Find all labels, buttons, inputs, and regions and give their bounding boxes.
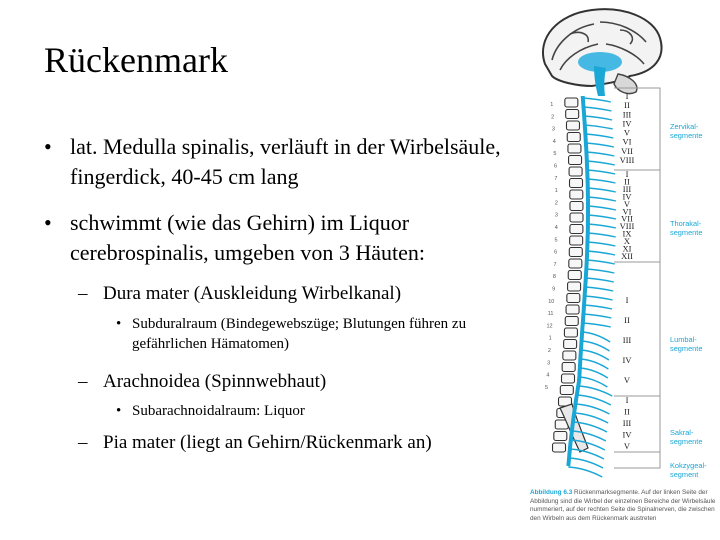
vertebra-number: 2	[554, 200, 558, 207]
vertebral-column	[553, 98, 588, 452]
spinal-nerve	[575, 404, 609, 414]
segment-label-lumbar: Lumbal- segmente	[670, 335, 703, 353]
sub-item-pia	[78, 431, 432, 455]
vertebra	[564, 340, 577, 349]
bullet-dot: •	[116, 403, 122, 419]
vertebra	[568, 144, 581, 153]
segment-numeral: III	[622, 183, 632, 194]
spinal-nerve	[582, 341, 610, 351]
bullet-liquor	[44, 208, 544, 268]
vertebra	[570, 225, 583, 234]
vertebra-number: 3	[554, 212, 558, 219]
vertebra-number: 5	[545, 384, 549, 391]
vertebra-numbers	[545, 102, 558, 391]
sub-item-arachnoidea	[78, 370, 326, 394]
vertebra-number: 7	[554, 175, 558, 182]
vertebra-number: 7	[553, 261, 557, 268]
spinal-nerve	[588, 233, 616, 237]
bullet-dot: •	[116, 316, 122, 332]
segment-numeral: XII	[621, 251, 633, 261]
vertebra	[570, 236, 583, 245]
vertebra	[569, 156, 582, 165]
vertebra-number: 4	[546, 372, 550, 379]
spinal-nerve	[587, 161, 615, 165]
spinal-nerve	[588, 179, 616, 183]
segment-numeral: IV	[622, 191, 632, 202]
vertebra	[562, 363, 575, 372]
sub-sub-item-subarachnoidal	[116, 401, 536, 421]
bullet-dot: •	[44, 210, 52, 235]
segment-numeral: V	[623, 375, 631, 385]
spinal-nerve	[570, 449, 604, 459]
vertebra	[565, 98, 578, 107]
spinal-nerve	[581, 350, 609, 360]
vertebra-number: 2	[547, 348, 551, 354]
vertebra-number: 3	[547, 360, 551, 367]
segment-numeral: IX	[622, 228, 632, 239]
vertebra	[567, 133, 580, 142]
sub-item-dura	[78, 282, 401, 306]
spinal-nerve	[580, 359, 608, 369]
segment-numeral: IV	[622, 429, 632, 440]
segment-numeral: X	[623, 236, 631, 247]
vertebra	[560, 386, 573, 395]
spinal-nerve	[588, 188, 616, 192]
bullet-dot: •	[44, 134, 52, 159]
segment-numeral: V	[623, 127, 631, 138]
spinal-nerve	[585, 125, 613, 129]
vertebra-number: 3	[551, 126, 555, 133]
spinal-nerve	[583, 107, 611, 111]
vertebra	[569, 259, 582, 268]
sub-sub-item-text: Subduralraum (Bindegewebszüge; Blutungen führen zu gefährlichen Hämatomen)	[132, 316, 467, 352]
segment-numeral: VII	[621, 145, 633, 156]
vertebra	[569, 167, 582, 176]
spinal-nerve	[588, 197, 616, 201]
segment-numeral: I	[625, 295, 629, 305]
vertebra-number: 4	[552, 138, 556, 145]
segment-numeral: II	[624, 406, 630, 417]
spinal-nerve	[580, 368, 608, 378]
vertebra	[553, 443, 566, 452]
spinal-nerve	[588, 206, 616, 210]
vertebra	[562, 374, 575, 383]
spinal-nerve	[583, 314, 611, 318]
vertebra	[568, 282, 581, 291]
sub-sub-item-subdural	[116, 314, 536, 354]
segment-numeral: VI	[622, 206, 632, 217]
spinal-nerve	[586, 278, 614, 282]
vertebra	[564, 328, 577, 337]
bullet-text: lat. Medulla spinalis, verläuft in der Wirbelsäule, fingerdick, 40-45 cm lang	[70, 134, 501, 189]
segment-label-sacral: Sakral- segmente	[670, 428, 703, 446]
spinal-nerve	[584, 305, 612, 309]
segment-numeral: I	[625, 169, 629, 179]
segment-numeral: VIII	[619, 155, 635, 165]
vertebra	[565, 317, 578, 326]
spinal-nerve	[568, 467, 602, 477]
vertebra-number: 5	[554, 237, 558, 244]
sub-item-text: Dura mater (Auskleidung Wirbelkanal)	[103, 283, 402, 304]
vertebra	[570, 190, 583, 199]
dash: –	[78, 432, 88, 453]
vertebra	[570, 213, 583, 222]
caption-label: Abbildung 6.3	[530, 489, 573, 496]
spinal-nerve	[588, 224, 616, 228]
vertebra-number: 5	[553, 151, 557, 158]
segment-numeral: III	[622, 418, 632, 428]
slide-title: Rückenmark	[44, 40, 228, 80]
spinal-nerve	[587, 251, 615, 255]
vertebra-number: 6	[554, 249, 558, 256]
spinal-nerve	[587, 242, 615, 246]
segment-numeral: IV	[622, 118, 632, 129]
segment-numeral: V	[623, 198, 631, 209]
figure-caption	[530, 489, 718, 523]
sub-item-text: Pia mater (liegt an Gehirn/Rückenmark an)	[103, 432, 432, 453]
vertebra-number: 10	[548, 298, 555, 305]
spinal-nerve	[586, 143, 614, 147]
spinal-cord-figure	[528, 0, 720, 540]
segment-numeral: III	[622, 109, 632, 120]
vertebra-number: 12	[546, 323, 553, 330]
spinal-nerve	[578, 386, 612, 396]
spinal-nerve	[585, 287, 613, 291]
sub-item-text: Arachnoidea (Spinnwebhaut)	[103, 371, 327, 392]
vertebra	[554, 432, 567, 441]
spinal-nerve	[586, 152, 614, 156]
vertebra-number: 11	[547, 311, 554, 318]
spinal-nerve	[585, 296, 613, 300]
spinal-nerve	[586, 269, 614, 273]
spinal-nerve	[583, 323, 611, 327]
spinal-nerve	[583, 98, 611, 102]
bullet-medulla	[44, 132, 544, 192]
spinal-nerve	[587, 260, 615, 264]
vertebra	[570, 202, 583, 211]
vertebra	[569, 248, 582, 257]
spinal-nerve	[582, 332, 610, 342]
vertebra	[566, 121, 579, 130]
vertebra	[566, 110, 579, 119]
segment-label-cervical: Zervikal- segmente	[670, 122, 703, 140]
vertebra	[568, 271, 581, 280]
spinal-nerve	[588, 215, 616, 219]
segment-numeral: I	[625, 91, 629, 101]
segment-numeral: V	[623, 441, 631, 451]
bullet-text: schwimmt (wie das Gehirn) im Liquor cerebrospinalis, umgeben von 3 Häuten:	[70, 210, 425, 265]
spinal-nerve	[584, 116, 612, 120]
spinal-nerve	[574, 413, 608, 423]
segment-numeral: XI	[622, 243, 632, 254]
vertebra-number: 9	[552, 286, 556, 293]
vertebra-number: 2	[551, 114, 555, 121]
segment-numeral: I	[625, 395, 629, 405]
spinal-nerve	[569, 458, 603, 468]
vertebra-number: 1	[554, 188, 558, 195]
spinal-nerve	[579, 377, 607, 387]
segment-numeral: IV	[622, 355, 632, 365]
segment-label-coccygeal: Kokzygeal- segment	[670, 461, 707, 479]
sub-sub-item-text: Subarachnoidalraum: Liquor	[132, 403, 305, 419]
spinal-nerve	[577, 395, 611, 405]
vertebra-number: 8	[552, 274, 556, 281]
spinal-nerve	[585, 134, 613, 138]
segment-numeral: VII	[621, 213, 633, 224]
segment-numeral: II	[624, 176, 630, 187]
segment-numeral: VIII	[619, 221, 635, 232]
segment-numeral: II	[624, 315, 630, 325]
segment-numeral: VI	[622, 136, 632, 147]
segment-numeral: III	[622, 335, 632, 345]
vertebra-number: 6	[553, 163, 558, 170]
vertebra	[566, 305, 579, 314]
segment-numeral: II	[624, 100, 630, 111]
spinal-nerve	[587, 170, 615, 174]
caption-text: Rückenmarksegmente. Auf der linken Seite der Abbildung sind die Wirbel der einzelnen Bereiche der Wirbelsäule nummeriert, auf der rechten Seite die Spinalnerven, die zwischen den Wirbeln aus dem Rückenmark austreten	[530, 489, 716, 522]
vertebra-number: 1	[548, 335, 552, 342]
dash: –	[78, 371, 88, 392]
brain-illustration	[543, 9, 662, 96]
vertebra-number: 4	[554, 225, 558, 231]
vertebra-number: 1	[550, 102, 554, 108]
vertebra	[567, 294, 580, 303]
dash: –	[78, 283, 88, 304]
vertebra	[563, 351, 576, 360]
segment-numerals	[620, 91, 635, 451]
segment-label-thoracic: Thorakal- segmente	[670, 219, 703, 237]
vertebra	[570, 179, 583, 188]
